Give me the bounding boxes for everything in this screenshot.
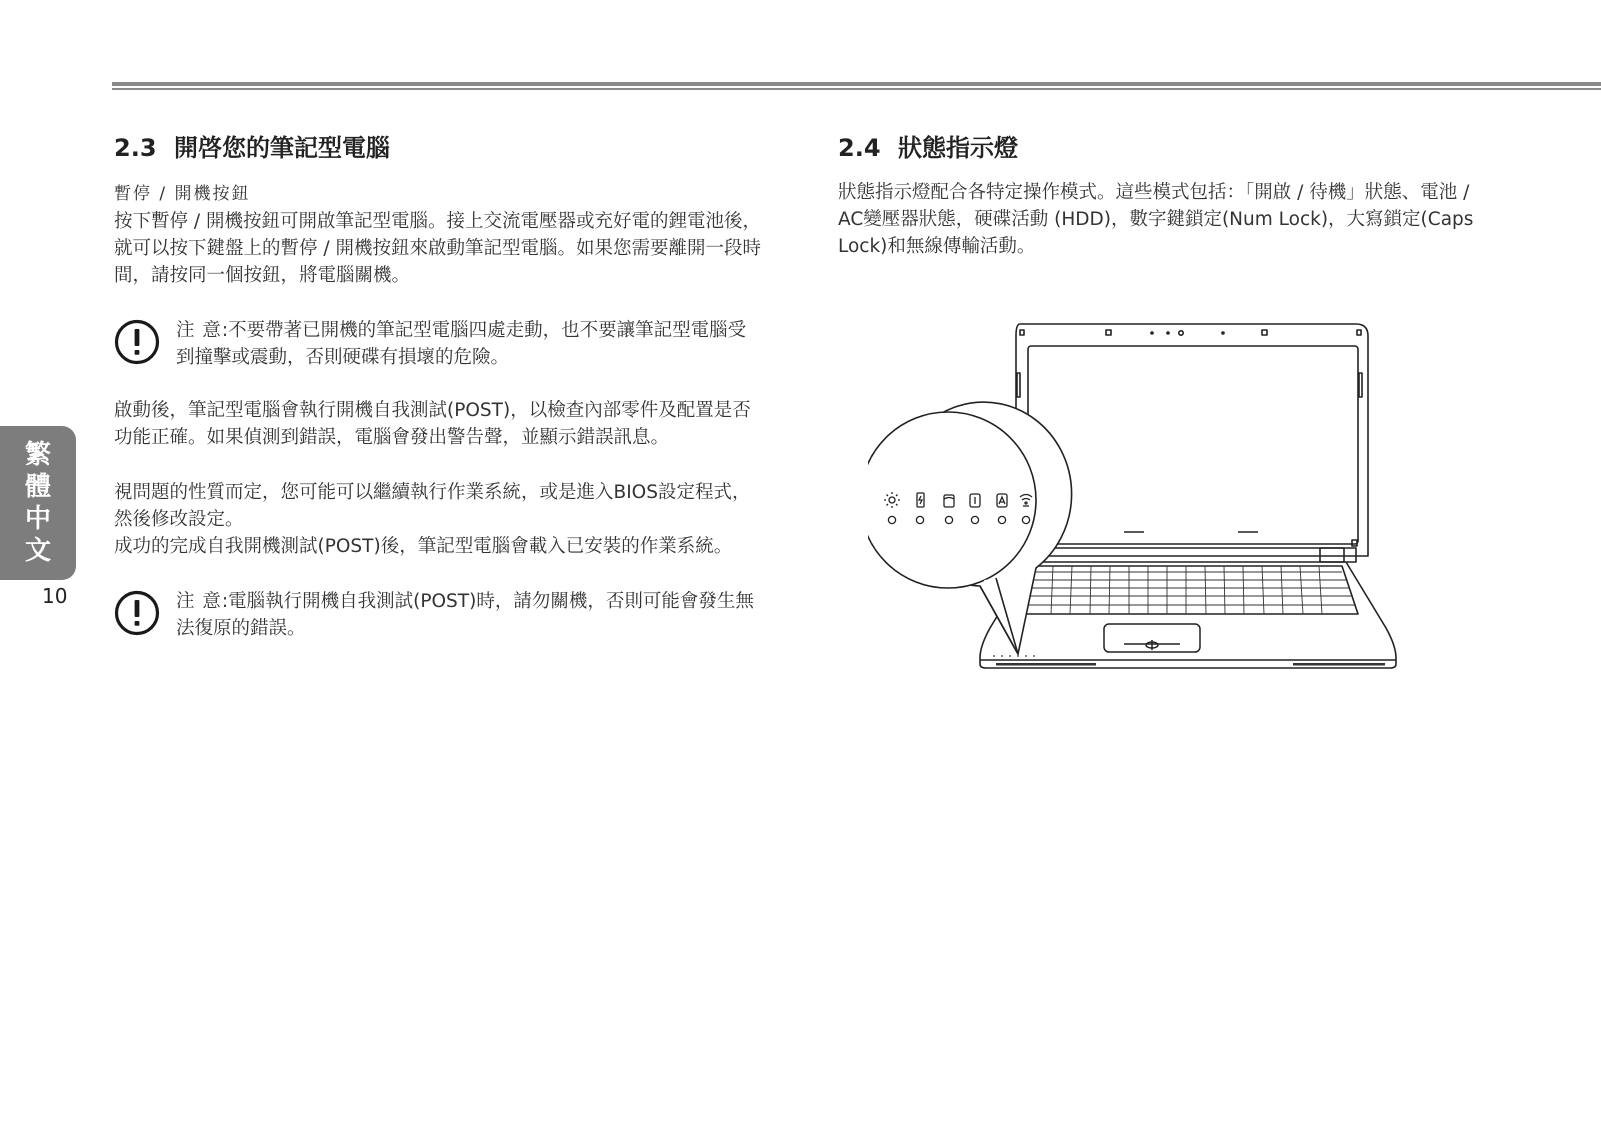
language-tab — [0, 426, 76, 580]
paragraph: 視問題的性質而定，您可能可以繼續執行作業系統，或是進入BIOS設定程式，然後修改設定。 — [114, 482, 751, 530]
paragraph: 狀態指示燈配合各特定操作模式。這些模式包括：「開啟 / 待機」狀態、電池 / AC變壓器狀態，硬碟活動 (HDD)，數字鍵鎖定(Num Lock)，大寫鎖定(Caps Lock)和無線傳輸活動。 — [838, 182, 1474, 257]
laptop-lid — [1016, 324, 1368, 556]
language-tab-char: 繁 — [24, 440, 51, 470]
page-number: 10 — [42, 584, 68, 608]
warning-icon — [114, 319, 160, 365]
paragraph: 按下暫停 / 開機按鈕可開啟筆記型電腦。接上交流電壓器或充好電的鋰電池後，就可以按下鍵盤上的暫停 / 開機按鈕來啟動筆記型電腦。如果您需要離開一段時間，請按同一個按鈕，將電腦關機。 — [114, 211, 761, 286]
paragraph: 成功的完成自我開機測試(POST)後，筆記型電腦會載入已安裝的作業系統。 — [114, 536, 733, 557]
language-tab-char: 體 — [24, 472, 51, 502]
paragraph: 啟動後，筆記型電腦會執行開機自我測試(POST)，以檢查內部零件及配置是否功能正確。如果偵測到錯誤，電腦會發出警告聲，並顯示錯誤訊息。 — [114, 400, 751, 448]
caps-lock-led — [998, 516, 1005, 523]
header-rule — [112, 82, 1601, 90]
section-title: 狀態指示燈 — [898, 134, 1018, 162]
language-tab-char: 中 — [24, 504, 51, 534]
subheading: 暫停 / 開機按鈕 — [114, 184, 251, 204]
laptop-screen — [1028, 346, 1358, 544]
language-tab-char: 文 — [24, 536, 51, 566]
note-text: :不要帶著已開機的筆記型電腦四處走動，也不要讓筆記型電腦受到撞擊或震動，否則硬碟有損壞的危險。 — [176, 320, 747, 368]
section-heading — [838, 128, 1488, 163]
laptop-illustration — [868, 318, 1438, 688]
section-number: 2.3 — [114, 134, 157, 162]
battery-led — [916, 516, 923, 523]
wireless-led — [1022, 516, 1029, 523]
power-led — [888, 516, 895, 523]
note-box — [114, 317, 764, 371]
keyboard — [1018, 566, 1358, 614]
section-number: 2.4 — [838, 134, 881, 162]
section-2-3 — [114, 128, 764, 642]
note-label: 注 意 — [176, 591, 222, 612]
num-lock-led — [971, 516, 978, 523]
section-2-4 — [838, 128, 1488, 260]
note-box — [114, 588, 764, 642]
hdd-led — [945, 516, 952, 523]
warning-icon — [114, 590, 160, 636]
note-text: :電腦執行開機自我測試(POST)時，請勿關機，否則可能會發生無法復原的錯誤。 — [176, 591, 754, 639]
section-title: 開啓您的筆記型電腦 — [174, 134, 390, 162]
section-heading — [114, 128, 764, 163]
note-label: 注 意 — [176, 320, 222, 341]
